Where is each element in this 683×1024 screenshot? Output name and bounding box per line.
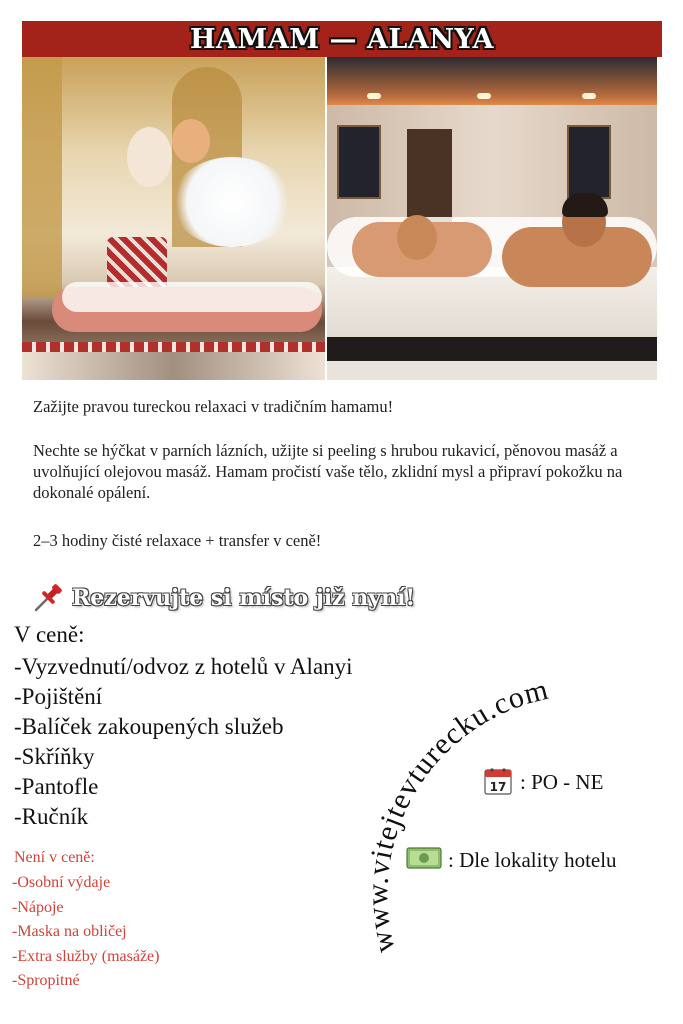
list-item: -Osobní výdaje	[12, 874, 111, 891]
website-url[interactable]	[340, 670, 640, 970]
list-item: -Skříňky	[14, 744, 95, 769]
list-item: -Vyzvednutí/odvoz z hotelů v Alanyi	[14, 654, 353, 679]
list-item: -Pojištění	[14, 684, 103, 709]
description-body: Nechte se hýčkat v parních lázních, užijte si peeling s hrubou rukavicí, pěnovou masáž a uvolňující olejovou masáž. Hamam pročistí vaše tělo, zklidní mysl a připraví pokožku na dokonalé opálení.	[33, 441, 623, 502]
list-item: -Ručník	[14, 804, 89, 829]
hamam-massage-photo	[22, 57, 325, 380]
pushpin-icon	[32, 580, 66, 614]
included-title: V ceně:	[14, 622, 85, 647]
calendar-icon	[483, 766, 513, 796]
list-item: -Spropitné	[12, 972, 80, 989]
header-banner	[22, 21, 662, 57]
list-item: -Nápoje	[12, 898, 64, 916]
calendar-day: 17	[489, 780, 507, 794]
schedule-text: : PO - NE	[520, 770, 604, 794]
website-url-text: www.vitejtevturecku.com	[361, 672, 553, 956]
list-item: -Balíček zakoupených služeb	[14, 714, 284, 739]
hamam-foam-couple-photo	[327, 57, 657, 380]
description-intro: Zažijte pravou tureckou relaxaci v tradičním hamamu!	[33, 397, 394, 416]
not-included-title: Není v ceně:	[14, 849, 95, 866]
money-icon	[406, 845, 442, 871]
list-item: -Pantofle	[14, 774, 99, 799]
description-duration: 2–3 hodiny čisté relaxace + transfer v ceně!	[33, 531, 322, 550]
list-item: -Maska na obličej	[12, 923, 127, 940]
included-list	[14, 652, 353, 832]
list-item: -Extra služby (masáže)	[12, 947, 160, 965]
not-included-list	[12, 871, 159, 994]
reserve-text: Rezervujte si místo již nyní!	[72, 585, 416, 611]
price-text: : Dle lokality hotelu	[448, 848, 617, 872]
page-title: HAMAM — ALANYA	[189, 24, 495, 55]
svg-text:www.vitejtevturecku.com	[361, 673, 552, 956]
